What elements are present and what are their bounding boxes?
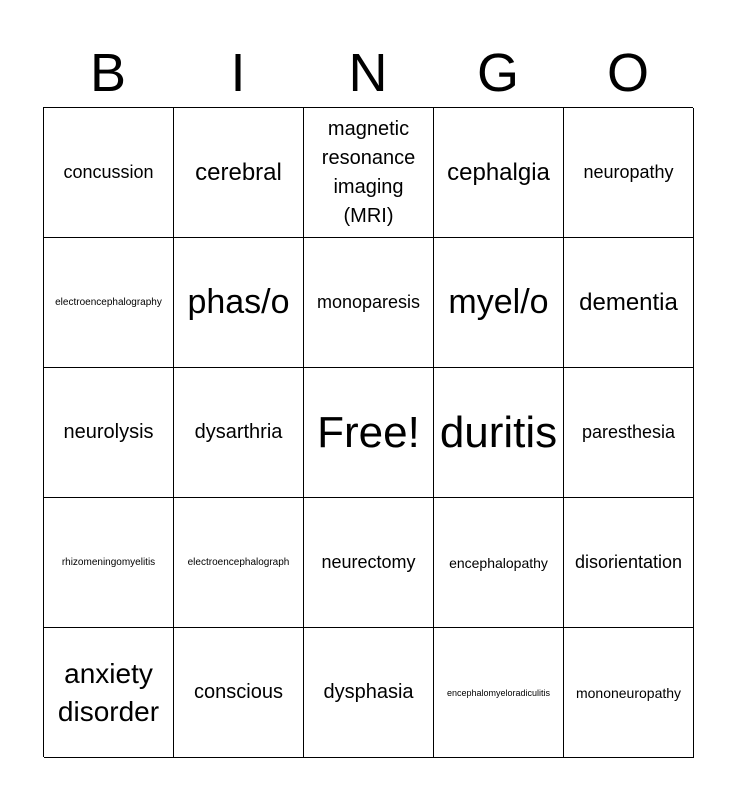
cell-term: dementia — [579, 288, 678, 316]
bingo-cell-free[interactable] — [304, 368, 434, 498]
header-letter-b: B — [89, 43, 127, 103]
bingo-cell[interactable] — [434, 368, 564, 498]
header-letter-g: G — [476, 43, 519, 103]
bingo-board — [43, 107, 693, 757]
bingo-cell[interactable] — [304, 108, 434, 238]
bingo-cell[interactable] — [44, 368, 174, 498]
bingo-cell[interactable] — [434, 628, 564, 758]
bingo-header — [43, 42, 693, 104]
bingo-cell[interactable] — [174, 628, 304, 758]
free-space: Free! — [317, 407, 420, 457]
bingo-cell[interactable] — [434, 108, 564, 238]
cell-term: electroencephalography — [55, 297, 162, 308]
cell-term: electroencephalograph — [187, 557, 290, 568]
bingo-cell[interactable] — [174, 238, 304, 368]
cell-term: dysarthria — [194, 421, 283, 443]
cell-term: duritis — [439, 407, 558, 457]
cell-term: cephalgia — [447, 158, 550, 186]
header-letter-i: I — [230, 43, 246, 103]
bingo-cell[interactable] — [44, 108, 174, 238]
bingo-cell[interactable] — [44, 628, 174, 758]
cell-term: mononeuropathy — [575, 684, 682, 701]
bingo-cell[interactable] — [564, 628, 694, 758]
bingo-cell[interactable] — [174, 368, 304, 498]
cell-term: disorientation — [574, 552, 683, 572]
bingo-cell[interactable] — [564, 108, 694, 238]
cell-term: rhizomeningomyelitis — [61, 557, 156, 568]
cell-term: neurectomy — [321, 552, 416, 572]
bingo-cell[interactable] — [564, 368, 694, 498]
bingo-cell[interactable] — [564, 498, 694, 628]
bingo-cell[interactable] — [304, 238, 434, 368]
bingo-cell[interactable] — [564, 238, 694, 368]
cell-term: conscious — [194, 681, 283, 703]
bingo-cell[interactable] — [44, 238, 174, 368]
bingo-cell[interactable] — [44, 498, 174, 628]
cell-term: neurolysis — [63, 421, 154, 443]
cell-term: myel/o — [448, 283, 549, 321]
cell-term: anxiety disorder — [57, 657, 160, 727]
cell-term: monoparesis — [316, 292, 421, 312]
bingo-cell[interactable] — [174, 108, 304, 238]
bingo-cell[interactable] — [434, 498, 564, 628]
cell-term: encephalopathy — [449, 554, 548, 571]
header-letter-o: O — [606, 43, 649, 103]
cell-term: encephalomyeloradiculitis — [446, 687, 551, 698]
bingo-cell[interactable] — [174, 498, 304, 628]
cell-term: neuropathy — [583, 162, 674, 182]
cell-term: magnetic resonance imaging (MRI) — [321, 117, 416, 227]
cell-term: dysphasia — [323, 681, 414, 703]
header-letter-n: N — [348, 43, 388, 103]
bingo-cell[interactable] — [434, 238, 564, 368]
cell-term: paresthesia — [581, 422, 676, 442]
bingo-cell[interactable] — [304, 498, 434, 628]
bingo-cell[interactable] — [304, 628, 434, 758]
cell-term: phas/o — [187, 283, 290, 321]
cell-term: concussion — [63, 162, 154, 182]
cell-term: cerebral — [195, 158, 282, 186]
